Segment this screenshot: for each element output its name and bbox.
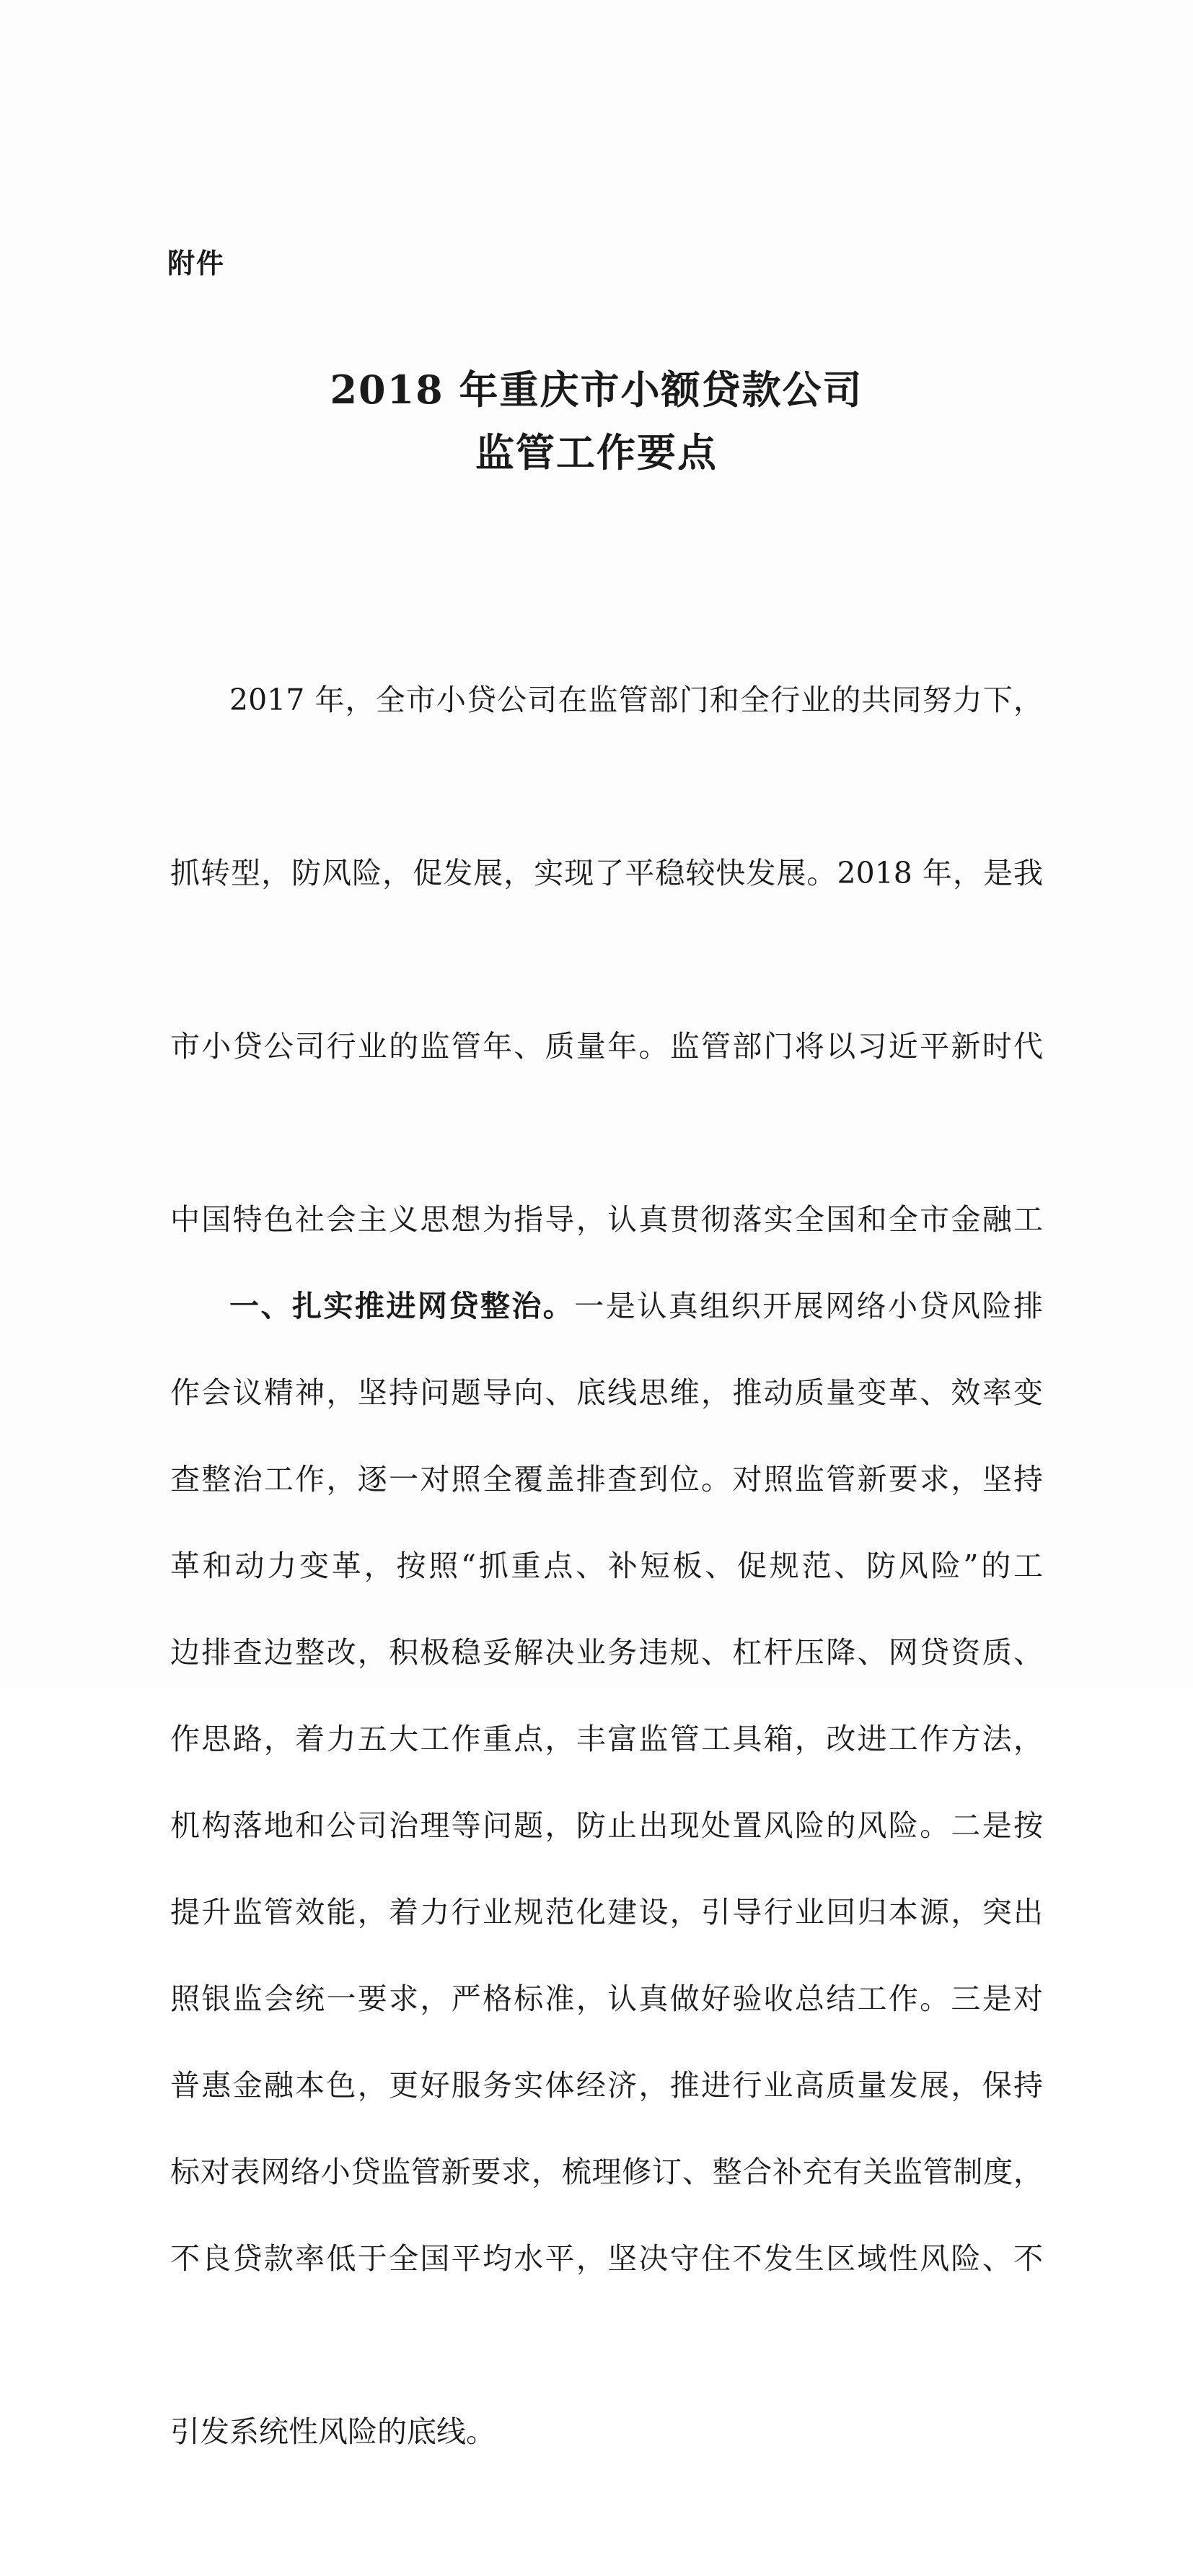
paragraph-line: 作思路，着力五大工作重点，丰富监管工具箱，改进工作方法， (170, 1722, 1043, 1756)
paragraph-line: 市小贷公司行业的监管年、质量年。监管部门将以习近平新时代 (170, 1029, 1043, 1064)
paragraph-section-1 (170, 1162, 1043, 2316)
paragraph-first-line-text: 一是认真组织开展网络小贷风险排 (574, 1289, 1043, 1323)
document-title-line-1: 2018 年重庆市小额贷款公司 (330, 367, 863, 413)
paragraph-line: 机构落地和公司治理等问题，防止出现处置风险的风险。二是按 (170, 1808, 1043, 1843)
attachment-label: 附件 (167, 247, 226, 279)
paragraph-line: 普惠金融本色，更好服务实体经济，推进行业高质量发展，保持 (170, 2068, 1043, 2103)
paragraph-line: 2017 年，全市小贷公司在监管部门和全行业的共同努力下， (229, 683, 1043, 717)
paragraph-line: 革和动力变革，按照“抓重点、补短板、促规范、防风险”的工 (170, 1548, 1043, 1583)
paragraph-line: 引发系统性风险的底线。 (170, 2414, 496, 2449)
paragraph-line: 作会议精神，坚持问题导向、底线思维，推动质量变革、效率变 (170, 1375, 1043, 1410)
paragraph-line: 照银监会统一要求，严格标准，认真做好验收总结工作。三是对 (170, 1981, 1043, 2016)
paragraph-line: 不良贷款率低于全国平均水平，坚决守住不发生区域性风险、不 (170, 2241, 1043, 2276)
section-heading: 一、扎实推进网贷整治。 (229, 1289, 575, 1323)
paragraph-first-line (170, 1277, 1043, 1335)
paragraph-line: 标对表网络小贷监管新要求，梳理修订、整合补充有关监管制度， (170, 2155, 1043, 2189)
document-title-line-2: 监管工作要点 (475, 429, 718, 476)
paragraph-line: 抓转型，防风险，促发展，实现了平稳较快发展。2018 年，是我 (170, 856, 1043, 890)
paragraph-line: 查整治工作，逐一对照全覆盖排查到位。对照监管新要求，坚持 (170, 1462, 1043, 1497)
paragraph-line: 提升监管效能，着力行业规范化建设，引导行业回归本源，突出 (170, 1895, 1043, 1929)
paragraph-line: 边排查边整改，积极稳妥解决业务违规、杠杆压降、网贷资质、 (170, 1635, 1043, 1670)
paragraph-line: 中国特色社会主义思想为指导，认真贯彻落实全国和全市金融工 (170, 1202, 1043, 1237)
